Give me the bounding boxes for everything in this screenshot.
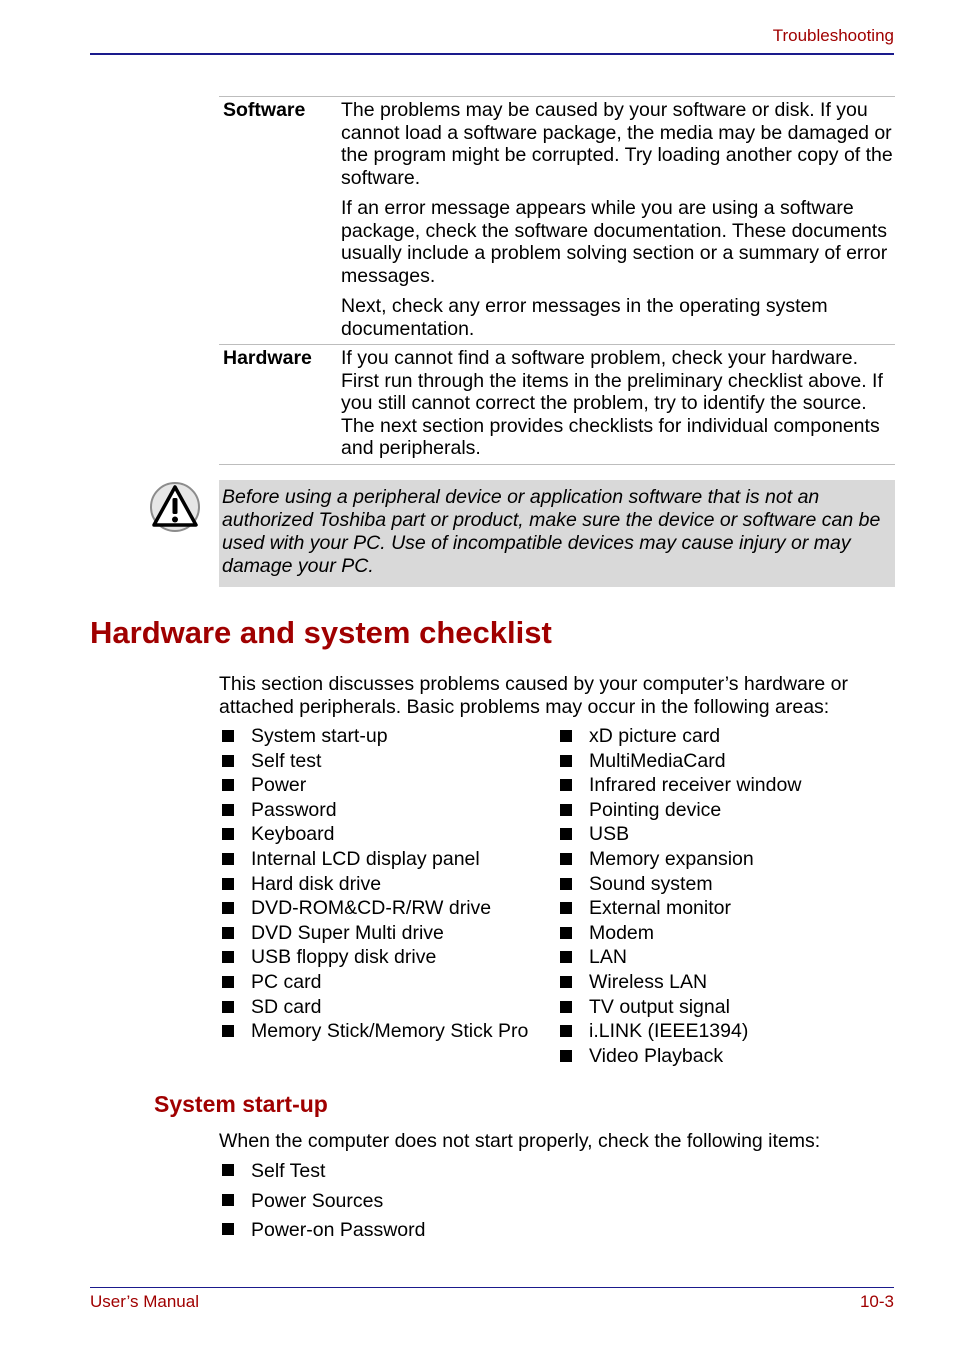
troubleshooting-table	[219, 96, 895, 465]
description-paragraph: If you cannot find a software problem, check your hardware. First run through the items in the preliminary checklist above. If you still cannot correct the problem, try to identify the source. The next section provides checklists for individual components and peripherals.	[341, 347, 883, 459]
list-item: xD picture card	[557, 724, 801, 749]
bullet-square-icon	[222, 951, 234, 963]
list-item: SD card	[219, 995, 528, 1020]
list-item: Infrared receiver window	[557, 773, 801, 798]
bullet-square-icon	[222, 1223, 234, 1235]
bullet-square-icon	[560, 730, 572, 742]
list-item: LAN	[557, 945, 801, 970]
bullet-square-icon	[560, 853, 572, 865]
list-item: Internal LCD display panel	[219, 847, 528, 872]
list-item: Pointing device	[557, 798, 801, 823]
bullet-square-icon	[222, 828, 234, 840]
bullet-square-icon	[560, 1050, 572, 1062]
bullet-square-icon	[560, 804, 572, 816]
bullet-square-icon	[222, 976, 234, 988]
row-description	[341, 97, 895, 345]
list-item: Video Playback	[557, 1044, 801, 1069]
bullet-square-icon	[560, 1025, 572, 1037]
list-item: Wireless LAN	[557, 970, 801, 995]
bullet-square-icon	[560, 976, 572, 988]
list-item: Power Sources	[219, 1188, 426, 1218]
list-item: USB floppy disk drive	[219, 945, 528, 970]
bullet-square-icon	[222, 804, 234, 816]
list-item: Self test	[219, 749, 528, 774]
list-item: USB	[557, 822, 801, 847]
bullet-square-icon	[222, 878, 234, 890]
startup-checklist	[219, 1158, 426, 1247]
list-item: System start-up	[219, 724, 528, 749]
bullet-square-icon	[222, 1025, 234, 1037]
bullet-square-icon	[222, 1164, 234, 1176]
list-item: Memory expansion	[557, 847, 801, 872]
list-item: MultiMediaCard	[557, 749, 801, 774]
bullet-square-icon	[222, 927, 234, 939]
row-term: Software	[223, 99, 306, 121]
description-paragraph: Next, check any error messages in the operating system documentation.	[341, 295, 828, 340]
list-item: Hard disk drive	[219, 872, 528, 897]
header-rule	[90, 53, 894, 55]
row-description	[341, 345, 895, 465]
footer-rule	[90, 1287, 894, 1288]
list-item: i.LINK (IEEE1394)	[557, 1019, 801, 1044]
bullet-square-icon	[222, 730, 234, 742]
list-item: Password	[219, 798, 528, 823]
list-item: DVD Super Multi drive	[219, 921, 528, 946]
list-item: Self Test	[219, 1158, 426, 1188]
footer-manual-name: User’s Manual	[90, 1292, 199, 1311]
warning-triangle-icon	[149, 481, 201, 533]
bullet-square-icon	[222, 779, 234, 791]
bullet-square-icon	[222, 902, 234, 914]
section-intro: This section discusses problems caused by your computer’s hardware or attached peripherals. Basic problems may occur in the following areas:	[219, 673, 848, 718]
footer-page-number: 10-3	[859, 1292, 894, 1311]
description-paragraph: If an error message appears while you are using a software package, check the software documentation. These documents usually include a problem solving section or a summary of error messages.	[341, 197, 888, 287]
bullet-square-icon	[560, 878, 572, 890]
list-item: Power-on Password	[219, 1217, 426, 1247]
list-item: Modem	[557, 921, 801, 946]
bullet-square-icon	[222, 853, 234, 865]
section-heading: Hardware and system checklist	[90, 615, 552, 650]
bullet-square-icon	[560, 779, 572, 791]
caution-note: Before using a peripheral device or application software that is not an authorized Toshiba part or product, make sure the device or software can be used with your PC. Use of incompatible devices may cause injury or may damage your PC.	[219, 480, 895, 587]
list-item: Power	[219, 773, 528, 798]
checklist-right-column	[557, 724, 801, 1068]
bullet-square-icon	[560, 755, 572, 767]
list-item: TV output signal	[557, 995, 801, 1020]
bullet-square-icon	[222, 1001, 234, 1013]
description-paragraph: The problems may be caused by your software or disk. If you cannot load a software package, the media may be damaged or the program might be corrupted. Try loading another copy of the software.	[341, 99, 893, 189]
list-item: PC card	[219, 970, 528, 995]
subsection-intro: When the computer does not start properly, check the following items:	[219, 1130, 821, 1152]
list-item: Memory Stick/Memory Stick Pro	[219, 1019, 528, 1044]
list-item: External monitor	[557, 896, 801, 921]
bullet-square-icon	[560, 902, 572, 914]
list-item: DVD-ROM&CD-R/RW drive	[219, 896, 528, 921]
bullet-square-icon	[560, 951, 572, 963]
list-item: Keyboard	[219, 822, 528, 847]
table-row	[219, 97, 895, 345]
checklist-left-column	[219, 724, 528, 1044]
row-term: Hardware	[223, 347, 312, 369]
bullet-square-icon	[560, 927, 572, 939]
bullet-square-icon	[560, 828, 572, 840]
bullet-square-icon	[560, 1001, 572, 1013]
page-header-title: Troubleshooting	[772, 26, 894, 45]
bullet-square-icon	[222, 1194, 234, 1206]
list-item: Sound system	[557, 872, 801, 897]
subsection-heading: System start-up	[154, 1091, 328, 1117]
table-row	[219, 345, 895, 465]
bullet-square-icon	[222, 755, 234, 767]
